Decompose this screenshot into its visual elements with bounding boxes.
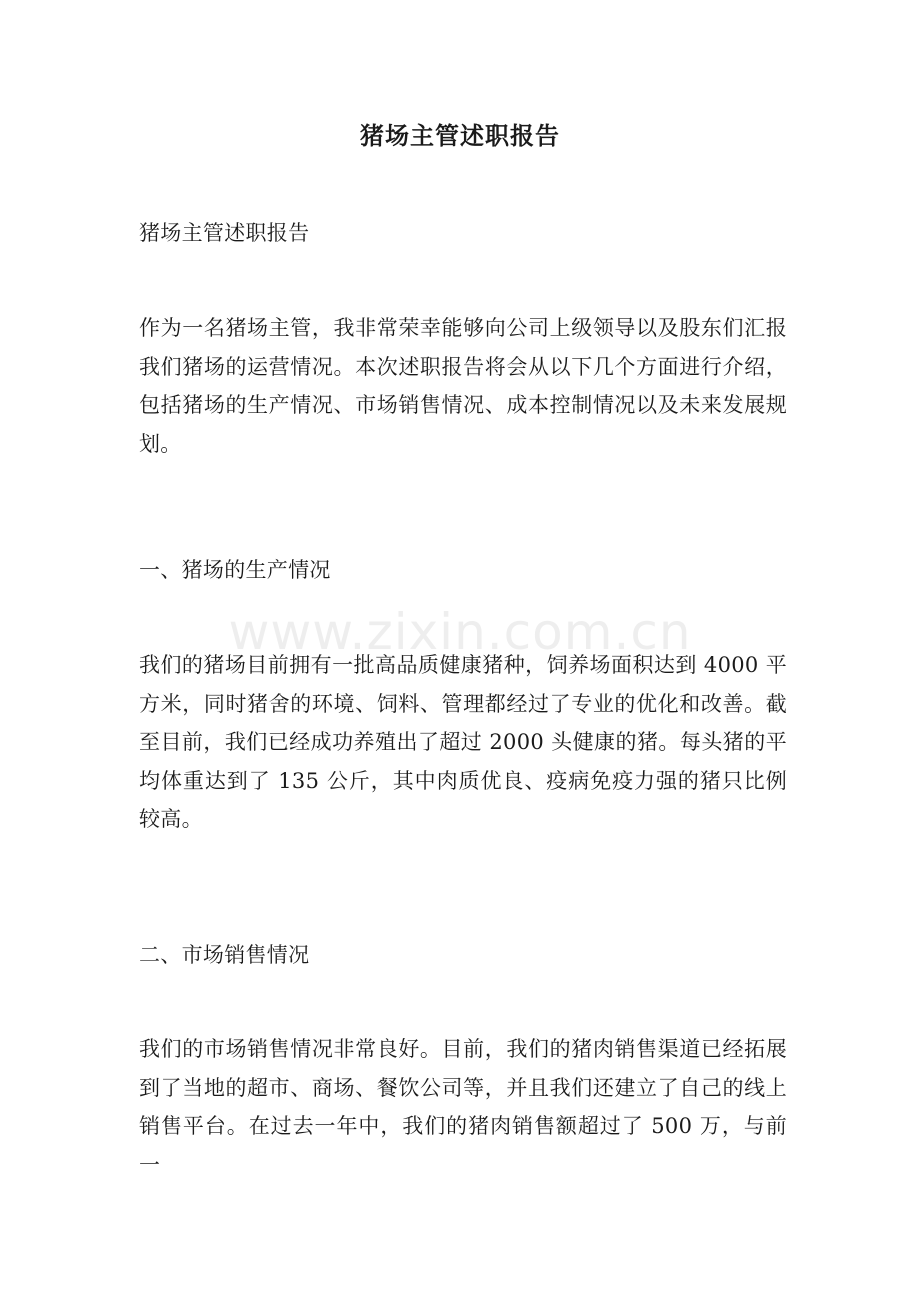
intro-paragraph: 作为一名猪场主管，我非常荣幸能够向公司上级领导以及股东们汇报我们猪场的运营情况。本次述职报告将会从以下几个方面进行介绍，包括猪场的生产情况、市场销售情况、成本控制情况以及未来发展规划。 xyxy=(139,316,787,456)
section-heading-production: 一、猪场的生产情况 xyxy=(139,558,331,582)
section-heading-sales: 二、市场销售情况 xyxy=(139,943,310,967)
section-body-production: 我们的猪场目前拥有一批高品质健康猪种，饲养场面积达到 4000 平方米，同时猪舍的环境、饲料、管理都经过了专业的优化和改善。截至目前，我们已经成功养殖出了超过 2000 头健康的猪。每头猪的平均体重达到了 135 公斤，其中肉质优良、疫病免疫力强的猪只比例较高。 xyxy=(139,653,787,831)
document-subtitle: 猪场主管述职报告 xyxy=(139,221,310,245)
section-body-sales: 我们的市场销售情况非常良好。目前，我们的猪肉销售渠道已经拓展到了当地的超市、商场、餐饮公司等，并且我们还建立了自己的线上销售平台。在过去一年中，我们的猪肉销售额超过了 500 万，与前一 xyxy=(139,1037,787,1177)
document-title: 猪场主管述职报告 xyxy=(360,121,560,150)
watermark: www.zixin.com.cn xyxy=(228,603,692,661)
